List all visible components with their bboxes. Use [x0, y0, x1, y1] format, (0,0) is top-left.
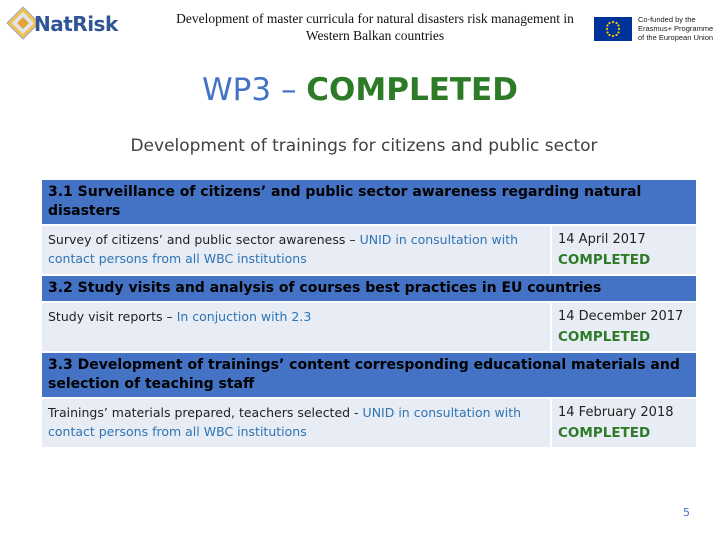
eu-cofunded-text	[638, 15, 716, 42]
eu-text-line2: Erasmus+ Programme	[638, 24, 714, 33]
deadline-date: 14 December 2017	[558, 309, 684, 324]
deadline-date: 14 February 2018	[558, 405, 674, 420]
task-cell	[42, 399, 552, 447]
date-cell	[552, 303, 696, 351]
project-title-line2: Western Balkan countries	[305, 28, 445, 43]
eu-flag-icon	[594, 17, 632, 41]
project-title	[160, 10, 590, 44]
table-row	[42, 399, 696, 449]
status-label: COMPLETED	[558, 252, 651, 268]
workpackage-table	[42, 180, 696, 449]
task-cell	[42, 303, 552, 351]
slide-title	[0, 72, 720, 108]
date-cell	[552, 399, 696, 447]
deadline-date: 14 April 2017	[558, 232, 646, 247]
eu-text-line1: Co-funded by the	[638, 15, 696, 24]
task-highlight: UNID in consultation with contact persons from all WBC institutions	[48, 232, 519, 266]
task-highlight: UNID in consultation with contact persons from all WBC institutions	[48, 405, 522, 439]
section-heading: 3.3 Development of trainings’ content corresponding educational materials and selection of teaching staff	[42, 353, 696, 399]
status-label: COMPLETED	[558, 329, 651, 345]
task-text: Trainings’ materials prepared, teachers selected -	[48, 405, 363, 420]
page-number: 5	[683, 506, 690, 519]
status-label: COMPLETED	[558, 425, 651, 441]
title-prefix: WP3 –	[202, 72, 307, 108]
task-text: Survey of citizens’ and public sector awareness –	[48, 232, 360, 247]
natrisk-logo	[4, 4, 118, 48]
slide-subtitle: Development of trainings for citizens and public sector	[130, 136, 598, 156]
table-row	[42, 303, 696, 353]
task-highlight: In conjuction with 2.3	[176, 309, 312, 324]
task-text: Study visit reports –	[48, 309, 177, 324]
table-row	[42, 226, 696, 276]
date-cell	[552, 226, 696, 274]
task-cell	[42, 226, 552, 274]
project-title-line1: Development of master curricula for natural disasters risk management in	[176, 11, 574, 26]
section-heading: 3.1 Surveillance of citizens’ and public sector awareness regarding natural disasters	[42, 180, 696, 226]
section-heading: 3.2 Study visits and analysis of courses best practices in EU countries	[42, 276, 696, 303]
title-status: COMPLETED	[306, 72, 518, 108]
logo-text: NatRisk	[34, 12, 118, 36]
eu-text-line3: of the European Union	[638, 33, 714, 42]
